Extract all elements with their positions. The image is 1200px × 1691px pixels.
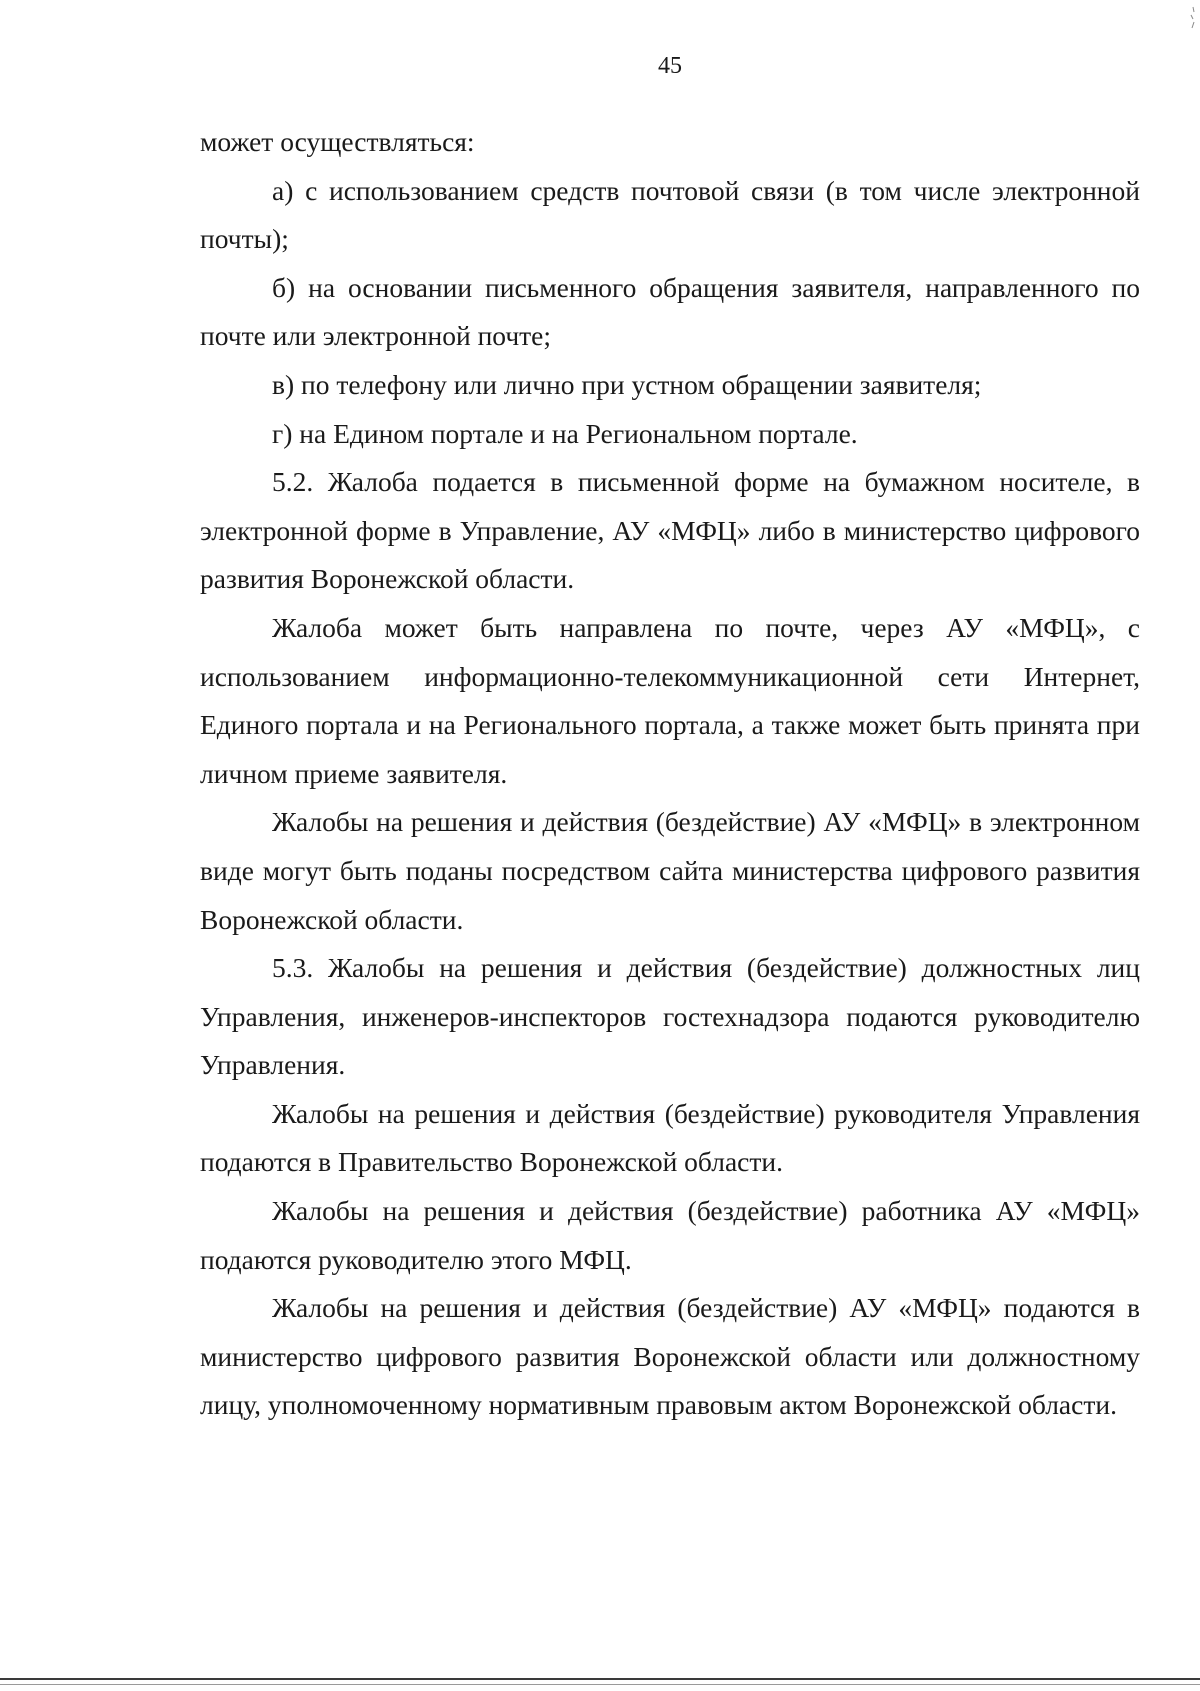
list-item-b: б) на основании письменного обращения заявителя, направленного по почте или электронной почте; [200, 271, 1140, 352]
list-item-v: в) по телефону или лично при устном обращении заявителя; [272, 368, 982, 400]
list-item-a: а) с использованием средств почтовой связи (в том числе электронной почты); [200, 174, 1140, 255]
paragraph-mfc-electronic: Жалобы на решения и действия (бездействие) АУ «МФЦ» в электронном виде могут быть поданы посредством сайта министерства цифрового развития Воронежской области. [200, 806, 1140, 935]
paragraph-continuation: может осуществляться: [200, 126, 475, 157]
document-body [200, 118, 1140, 1430]
paragraph-mfc-complaints: Жалобы на решения и действия (бездействие) АУ «МФЦ» подаются в министерство цифрового развития Воронежской области или должностному лицу, уполномоченному нормативным правовым актом Воронежской области. [200, 1292, 1140, 1421]
page-bottom-edge-line [0, 1678, 1200, 1680]
page-number: 45 [658, 53, 682, 79]
scan-artifact-mark [1188, 6, 1196, 32]
paragraph-submission-channels: Жалоба может быть направлена по почте, через АУ «МФЦ», с использованием информационно-телекоммуникационной сети Интернет, Единого портала и на Регионального портала, а также может быть принята при личном приеме заявителя. [200, 611, 1140, 789]
page-bottom-edge-shadow [0, 1684, 1200, 1685]
paragraph-mfc-employee: Жалобы на решения и действия (бездействие) работника АУ «МФЦ» подаются руководителю этого МФЦ. [200, 1195, 1140, 1275]
paragraph-head-of-department: Жалобы на решения и действия (бездействие) руководителя Управления подаются в Правительство Воронежской области. [200, 1097, 1140, 1178]
list-item-g: г) на Едином портале и на Региональном портале. [272, 417, 858, 449]
clause-5-3: 5.3. Жалобы на решения и действия (бездействие) должностных лиц Управления, инженеров-инспекторов гостехнадзора подаются руководителю Управления. [200, 952, 1140, 1081]
clause-5-2: 5.2. Жалоба подается в письменной форме на бумажном носителе, в электронной форме в Управление, АУ «МФЦ» либо в министерство цифрового развития Воронежской области. [200, 466, 1140, 595]
